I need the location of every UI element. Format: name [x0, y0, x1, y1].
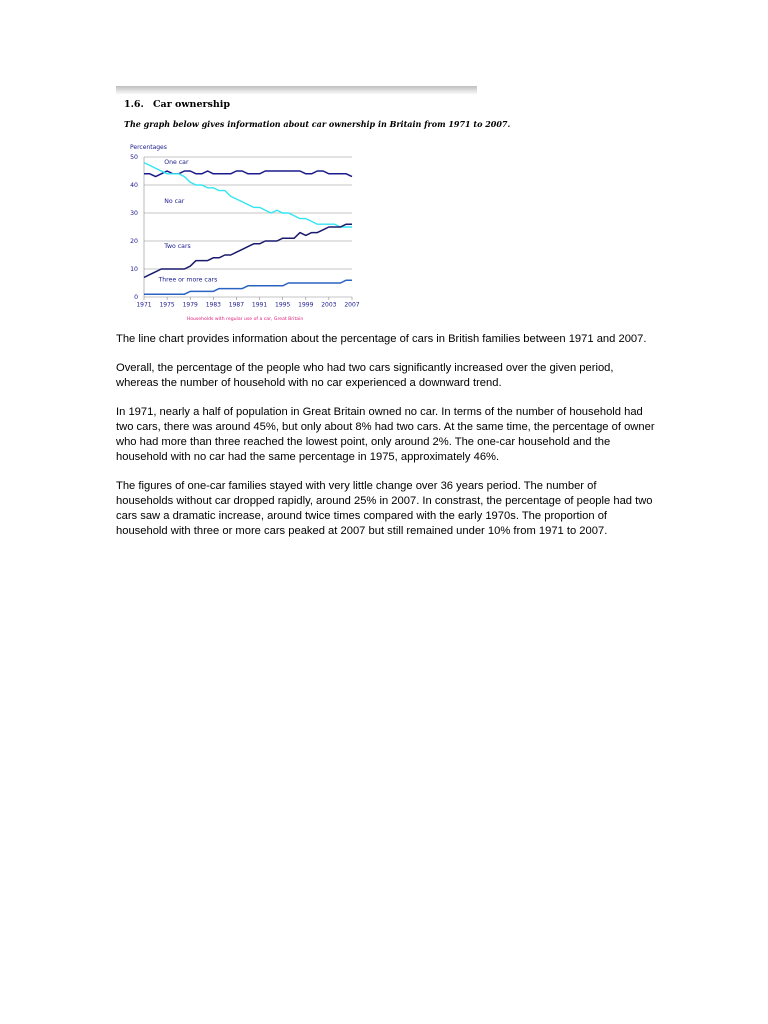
y-tick-label: 10: [130, 266, 138, 273]
y-axis-label: Percentages: [130, 144, 167, 151]
series-line-no-car: [144, 163, 352, 227]
x-tick-label: 1983: [205, 301, 221, 309]
y-tick-label: 20: [130, 238, 138, 245]
figure-top-bar: [116, 86, 477, 94]
section-title: Car ownership: [153, 99, 231, 110]
series-line-two-cars: [144, 224, 352, 277]
paragraph-3: In 1971, nearly a half of population in Great Britain owned no car. In terms of the number of household had two cars, there was around 45%, but only about 8% had two cars. At the same time, the percentage of owner who had more than three reached the lowest point, only around 2%. The one-car household and the household with no car had the same percentage in 1975, approximately 46%.: [116, 406, 655, 463]
y-tick-label: 40: [130, 182, 138, 189]
x-tick-label: 1987: [228, 301, 245, 309]
x-tick-label: 1975: [159, 301, 175, 309]
x-tick-label: 1991: [251, 301, 268, 309]
series-label: Two cars: [164, 243, 191, 250]
x-tick-label: 1979: [182, 301, 198, 309]
paragraph-4: The figures of one-car families stayed with very little change over 36 years period. The number of households without car dropped rapidly, around 25% in 2007. In constrast, the percentage of people had two cars saw a dramatic increase, around twice times compared with the early 1970s. The proportion of household with three or more cars peaked at 2007 but still remained under 10% from 1971 to 2007.: [116, 480, 653, 537]
y-tick-label: 0: [134, 294, 138, 301]
series-label: One car: [164, 159, 189, 166]
figure-block: [116, 86, 511, 322]
x-tick-label: 1971: [136, 301, 152, 309]
section-heading: [124, 99, 477, 110]
x-tick-label: 2007: [344, 301, 360, 309]
paragraph-1: The line chart provides information about the percentage of cars in British families between 1971 and 2007.: [116, 333, 647, 345]
section-number: 1.6.: [124, 99, 144, 110]
chart-intro: The graph below gives information about car ownership in Britain from 1971 to 2007.: [124, 119, 511, 129]
series-label: Three or more cars: [158, 276, 218, 284]
y-tick-label: 30: [130, 210, 138, 217]
line-chart: [116, 138, 368, 324]
x-tick-label: 1995: [275, 301, 291, 309]
paragraph-2: Overall, the percentage of the people who had two cars significantly increased over the given period, whereas the number of household with no car experienced a downward trend.: [116, 362, 614, 389]
chart-caption: Households with regular use of a car, Great Britain: [186, 317, 304, 322]
y-tick-label: 50: [130, 154, 138, 161]
series-label: No car: [164, 198, 185, 206]
x-tick-label: 1999: [298, 301, 314, 309]
x-tick-label: 2003: [321, 301, 337, 309]
article-body: [116, 332, 656, 553]
